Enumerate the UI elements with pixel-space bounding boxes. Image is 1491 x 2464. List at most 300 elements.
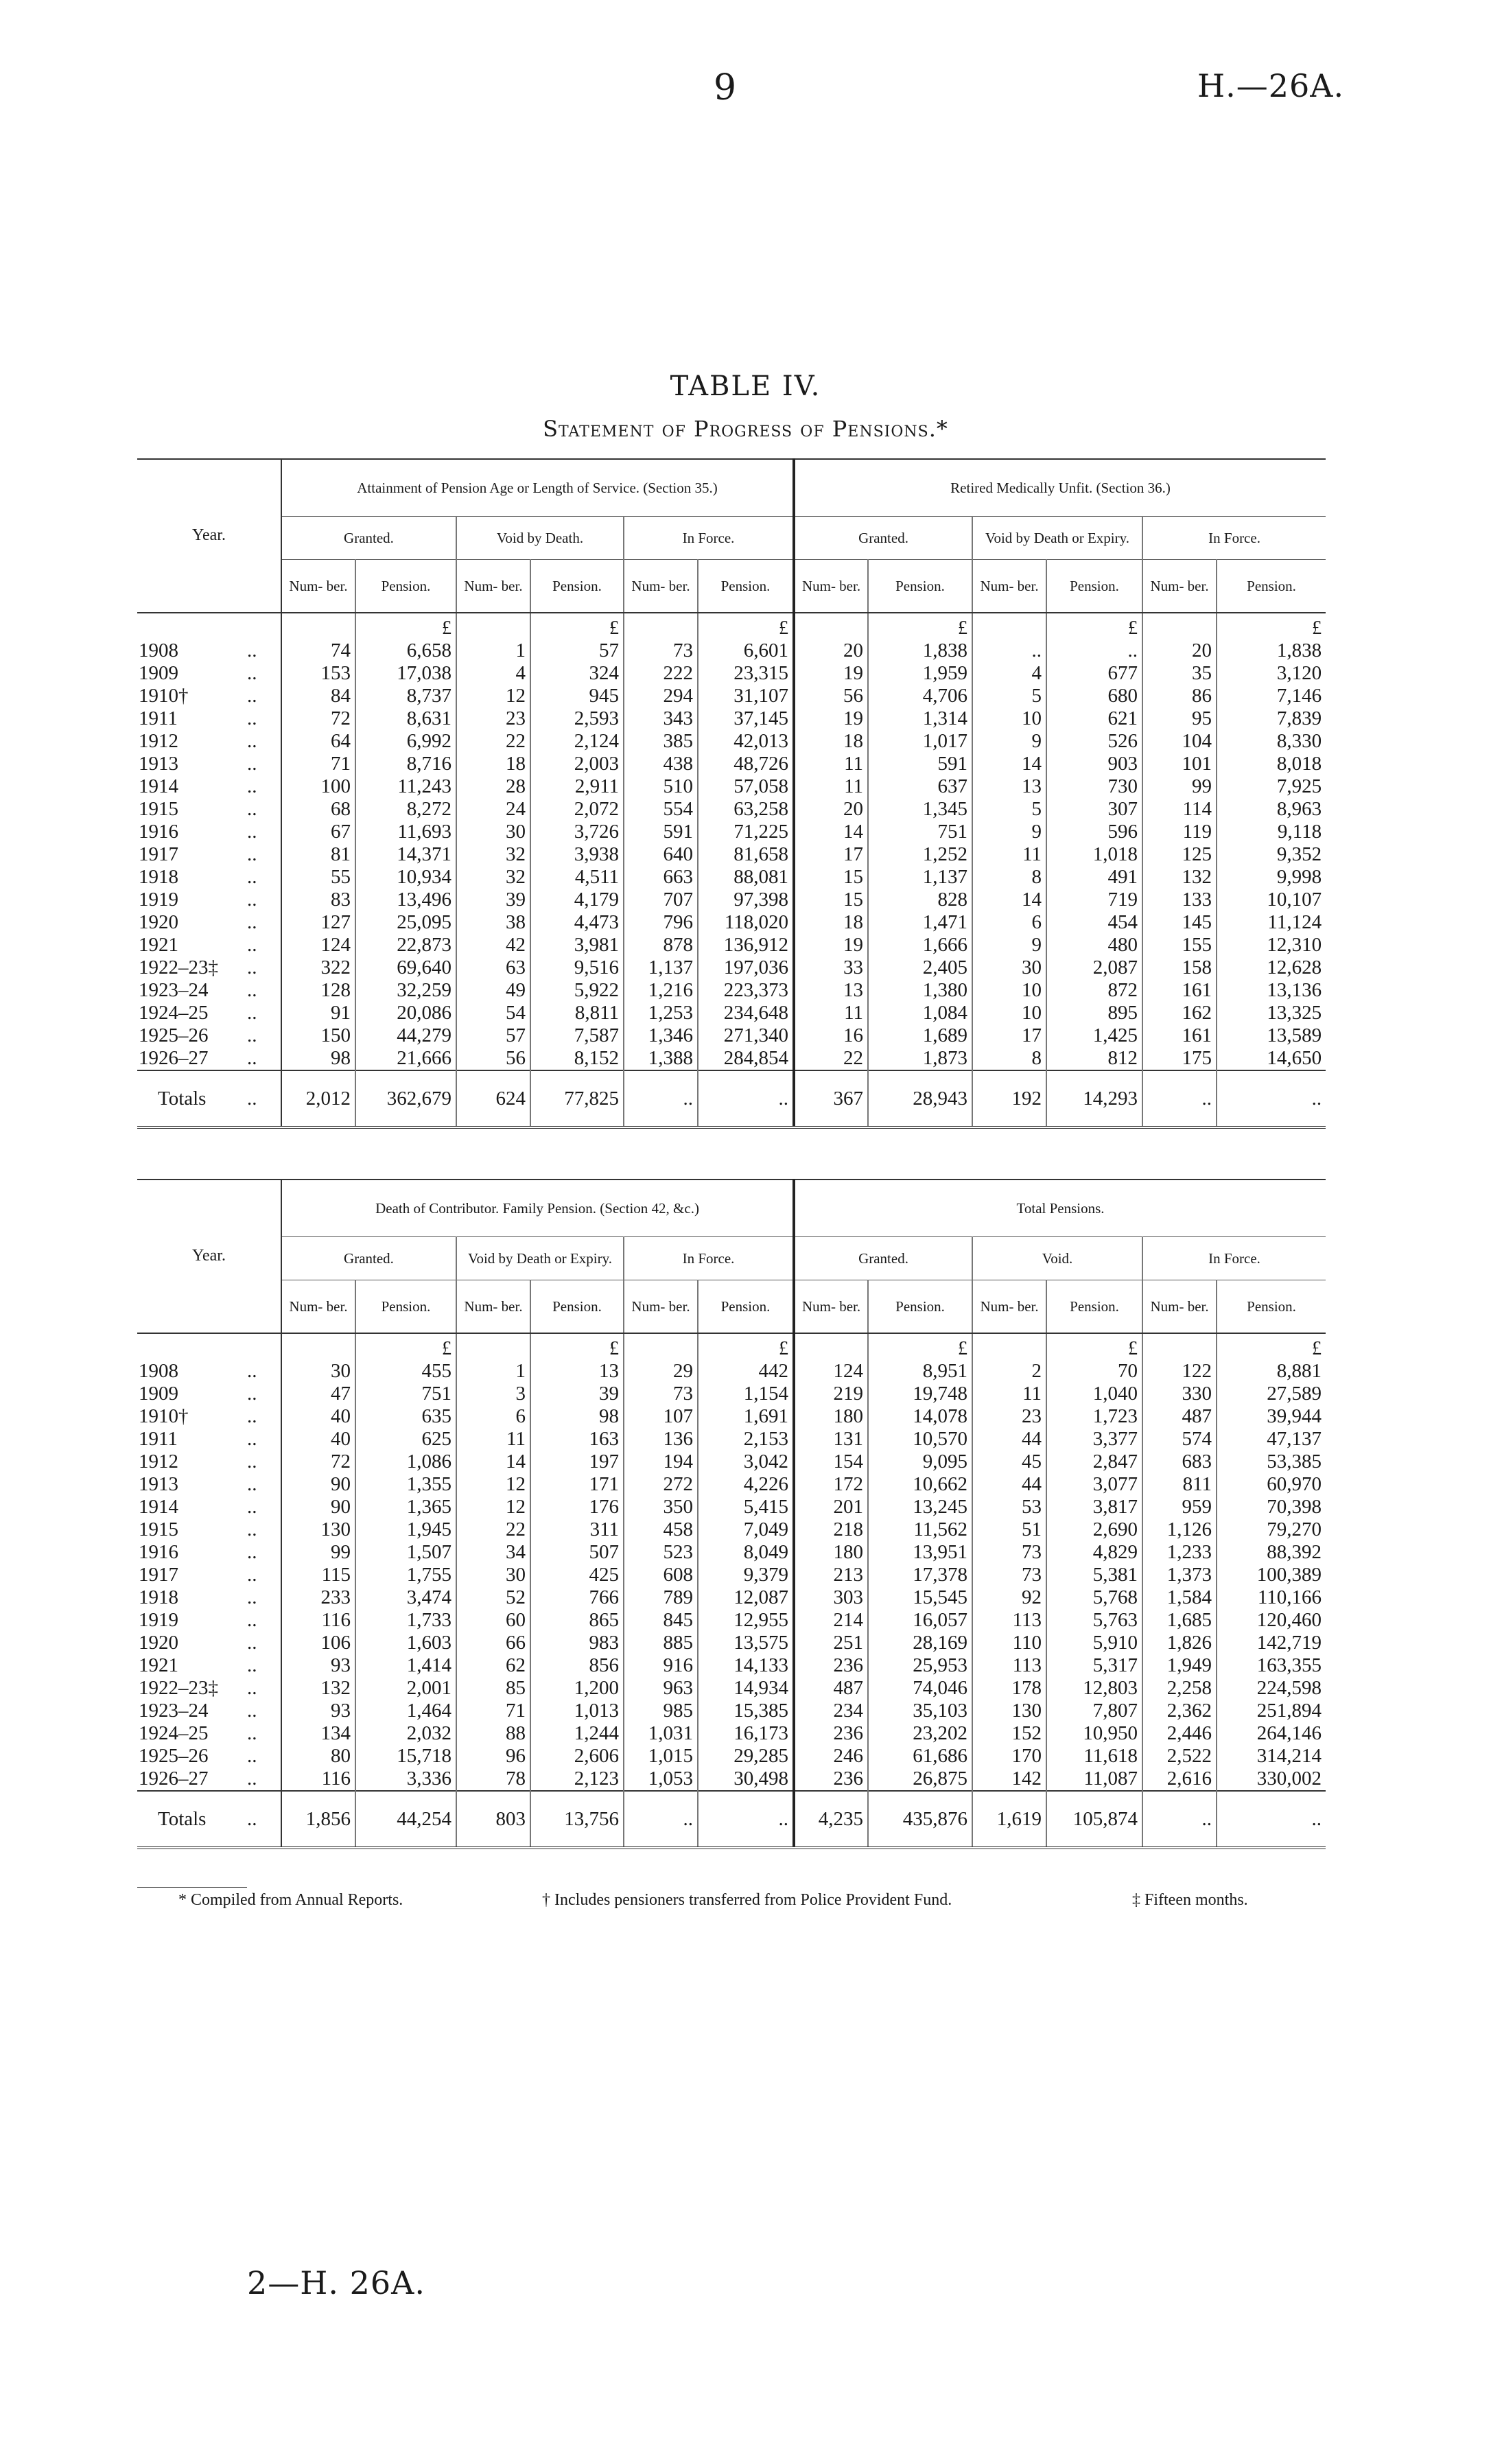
unit-cell bbox=[1142, 1333, 1217, 1360]
number-cell: 201 bbox=[794, 1496, 868, 1518]
number-cell: 20 bbox=[794, 640, 868, 662]
pension-cell: 26,875 bbox=[868, 1768, 972, 1791]
year-cell bbox=[137, 640, 281, 662]
number-cell: 1 bbox=[456, 1360, 530, 1383]
number-cell: 10 bbox=[972, 707, 1046, 730]
pension-cell: 3,120 bbox=[1217, 662, 1326, 685]
pension-header: Pension. bbox=[1046, 560, 1142, 613]
number-cell: 124 bbox=[281, 934, 355, 957]
number-header: Num- ber. bbox=[972, 560, 1046, 613]
pension-cell: 2,690 bbox=[1046, 1518, 1142, 1541]
number-cell: 11 bbox=[972, 843, 1046, 866]
pension-cell: 17,038 bbox=[355, 662, 456, 685]
pension-cell: 8,049 bbox=[698, 1541, 794, 1564]
pension-cell: 455 bbox=[355, 1360, 456, 1383]
year-cell bbox=[137, 1609, 281, 1632]
number-cell: 33 bbox=[794, 957, 868, 979]
pension-cell: 88,392 bbox=[1217, 1541, 1326, 1564]
leader-dots: .. bbox=[247, 1047, 257, 1069]
number-cell: 343 bbox=[624, 707, 698, 730]
year-cell bbox=[137, 1405, 281, 1428]
year-cell bbox=[137, 1632, 281, 1654]
table-row bbox=[137, 1654, 1326, 1677]
pension-cell: 526 bbox=[1046, 730, 1142, 753]
pension-cell: 70 bbox=[1046, 1360, 1142, 1383]
pension-cell: 1,464 bbox=[355, 1700, 456, 1722]
number-cell: 322 bbox=[281, 957, 355, 979]
table-row bbox=[137, 1609, 1326, 1632]
number-cell: 73 bbox=[624, 640, 698, 662]
table-row bbox=[137, 821, 1326, 843]
number-cell: 14 bbox=[794, 821, 868, 843]
pension-cell: 4,706 bbox=[868, 685, 972, 707]
pension-cell: 100,389 bbox=[1217, 1564, 1326, 1586]
number-cell: 6 bbox=[972, 911, 1046, 934]
pension-cell: 13,575 bbox=[698, 1632, 794, 1654]
year-label: 1909 bbox=[139, 662, 178, 684]
number-cell: 10 bbox=[972, 1002, 1046, 1024]
pension-cell: 1,380 bbox=[868, 979, 972, 1002]
number-cell: 683 bbox=[1142, 1451, 1217, 1473]
table-row bbox=[137, 1428, 1326, 1451]
pension-cell: 1,244 bbox=[530, 1722, 624, 1745]
pension-cell: 491 bbox=[1046, 866, 1142, 889]
pension-cell: 812 bbox=[1046, 1047, 1142, 1070]
year-label: 1910† bbox=[139, 685, 189, 707]
year-cell bbox=[137, 730, 281, 753]
number-cell: 663 bbox=[624, 866, 698, 889]
number-cell: 180 bbox=[794, 1541, 868, 1564]
number-cell: 72 bbox=[281, 707, 355, 730]
pension-cell: 9,516 bbox=[530, 957, 624, 979]
number-cell: 180 bbox=[794, 1405, 868, 1428]
pension-cell: 5,910 bbox=[1046, 1632, 1142, 1654]
pension-header: Pension. bbox=[1217, 560, 1326, 613]
number-cell: 15 bbox=[794, 889, 868, 911]
pension-cell: 8,951 bbox=[868, 1360, 972, 1383]
year-header: Year. bbox=[137, 459, 281, 613]
page-reference: H.—26A. bbox=[1197, 67, 1345, 104]
pension-cell: 307 bbox=[1046, 798, 1142, 821]
year-cell bbox=[137, 753, 281, 775]
number-cell: 640 bbox=[624, 843, 698, 866]
number-cell: 213 bbox=[794, 1564, 868, 1586]
totals-label: Totals bbox=[158, 1087, 207, 1110]
number-cell: 1,346 bbox=[624, 1024, 698, 1047]
year-cell bbox=[137, 1383, 281, 1405]
pension-cell: 2,911 bbox=[530, 775, 624, 798]
number-cell: 106 bbox=[281, 1632, 355, 1654]
pension-cell: 1,013 bbox=[530, 1700, 624, 1722]
granted-header: Granted. bbox=[794, 1237, 972, 1280]
page-number: 9 bbox=[714, 67, 737, 108]
number-cell: 86 bbox=[1142, 685, 1217, 707]
void-by-death-or-expiry-header: Void by Death or Expiry. bbox=[972, 517, 1142, 560]
number-cell: 1,216 bbox=[624, 979, 698, 1002]
year-cell bbox=[137, 775, 281, 798]
number-cell: 127 bbox=[281, 911, 355, 934]
pension-cell: 454 bbox=[1046, 911, 1142, 934]
pension-cell: 8,963 bbox=[1217, 798, 1326, 821]
pension-cell: 2,124 bbox=[530, 730, 624, 753]
number-cell: 294 bbox=[624, 685, 698, 707]
pension-cell: 1,691 bbox=[698, 1405, 794, 1428]
year-label: 1925–26 bbox=[139, 1024, 209, 1046]
pension-cell: 872 bbox=[1046, 979, 1142, 1002]
leader-dots: .. bbox=[247, 1768, 257, 1790]
number-cell: 6 bbox=[456, 1405, 530, 1428]
year-cell bbox=[137, 798, 281, 821]
pension-cell: 81,658 bbox=[698, 843, 794, 866]
pension-cell: 97,398 bbox=[698, 889, 794, 911]
pound-sign: £ bbox=[530, 1333, 624, 1360]
pension-cell: 442 bbox=[698, 1360, 794, 1383]
pension-cell: 621 bbox=[1046, 707, 1142, 730]
year-label: 1922–23‡ bbox=[139, 957, 218, 978]
footnote-police-fund: † Includes pensioners transferred from Police Provident Fund. bbox=[542, 1891, 952, 1909]
table-row bbox=[137, 753, 1326, 775]
number-header: Num- ber. bbox=[456, 560, 530, 613]
number-cell: 246 bbox=[794, 1745, 868, 1768]
number-cell: 104 bbox=[1142, 730, 1217, 753]
pension-cell: 12,628 bbox=[1217, 957, 1326, 979]
pension-cell: 13,496 bbox=[355, 889, 456, 911]
leader-dots: .. bbox=[247, 1383, 257, 1405]
pension-cell: 625 bbox=[355, 1428, 456, 1451]
total-cell: 362,679 bbox=[355, 1070, 456, 1127]
table-row bbox=[137, 1047, 1326, 1070]
pension-cell: 234,648 bbox=[698, 1002, 794, 1024]
totals-label: Totals bbox=[158, 1807, 207, 1830]
pension-cell: 48,726 bbox=[698, 753, 794, 775]
pension-cell: 197,036 bbox=[698, 957, 794, 979]
number-cell: 100 bbox=[281, 775, 355, 798]
pension-cell: 1,414 bbox=[355, 1654, 456, 1677]
pension-cell: 1,040 bbox=[1046, 1383, 1142, 1405]
year-label: 1921 bbox=[139, 1654, 178, 1676]
table-row bbox=[137, 1405, 1326, 1428]
table-row bbox=[137, 1002, 1326, 1024]
year-label: 1914 bbox=[139, 1496, 178, 1518]
pension-cell: 22,873 bbox=[355, 934, 456, 957]
number-cell: 350 bbox=[624, 1496, 698, 1518]
unit-cell bbox=[794, 1333, 868, 1360]
in-force-header: In Force. bbox=[1142, 1237, 1326, 1280]
number-cell: 155 bbox=[1142, 934, 1217, 957]
table-row bbox=[137, 662, 1326, 685]
pension-cell: 4,829 bbox=[1046, 1541, 1142, 1564]
pensions-table-bottom bbox=[137, 1179, 1326, 1849]
pension-header: Pension. bbox=[868, 1280, 972, 1334]
pension-cell: 2,001 bbox=[355, 1677, 456, 1700]
number-cell: 83 bbox=[281, 889, 355, 911]
leader-dots: .. bbox=[247, 1518, 257, 1540]
number-cell: 52 bbox=[456, 1586, 530, 1609]
number-cell: 128 bbox=[281, 979, 355, 1002]
pension-cell: 8,272 bbox=[355, 798, 456, 821]
number-cell: 122 bbox=[1142, 1360, 1217, 1383]
void-by-death-or-expiry-header: Void by Death or Expiry. bbox=[456, 1237, 624, 1280]
total-cell: .. bbox=[624, 1791, 698, 1848]
number-cell: 214 bbox=[794, 1609, 868, 1632]
pound-sign: £ bbox=[868, 613, 972, 640]
pension-cell: 11,124 bbox=[1217, 911, 1326, 934]
number-cell: 56 bbox=[456, 1047, 530, 1070]
number-cell: 4 bbox=[972, 662, 1046, 685]
number-cell: 130 bbox=[281, 1518, 355, 1541]
pension-cell: 1,838 bbox=[868, 640, 972, 662]
number-header: Num- ber. bbox=[281, 560, 355, 613]
leader-dots: .. bbox=[247, 1496, 257, 1518]
year-label: 1923–24 bbox=[139, 1700, 209, 1722]
year-cell bbox=[137, 1002, 281, 1024]
number-cell: 114 bbox=[1142, 798, 1217, 821]
pension-cell: 1,137 bbox=[868, 866, 972, 889]
number-cell: 194 bbox=[624, 1451, 698, 1473]
pension-cell: 13 bbox=[530, 1360, 624, 1383]
number-header: Num- ber. bbox=[624, 1280, 698, 1334]
number-header: Num- ber. bbox=[972, 1280, 1046, 1334]
pension-cell: 3,981 bbox=[530, 934, 624, 957]
total-cell: .. bbox=[1217, 1791, 1326, 1848]
table-row bbox=[137, 866, 1326, 889]
pension-cell: 21,666 bbox=[355, 1047, 456, 1070]
number-cell: 175 bbox=[1142, 1047, 1217, 1070]
year-label: 1916 bbox=[139, 1541, 178, 1563]
number-cell: 608 bbox=[624, 1564, 698, 1586]
number-cell: 95 bbox=[1142, 707, 1217, 730]
year-cell bbox=[137, 889, 281, 911]
number-cell: 56 bbox=[794, 685, 868, 707]
pension-cell: 5,763 bbox=[1046, 1609, 1142, 1632]
table-row bbox=[137, 1518, 1326, 1541]
pension-cell: 2,606 bbox=[530, 1745, 624, 1768]
pension-cell: 1,723 bbox=[1046, 1405, 1142, 1428]
leader-dots: .. bbox=[247, 1564, 257, 1586]
leader-dots: .. bbox=[247, 1677, 257, 1699]
number-cell: 789 bbox=[624, 1586, 698, 1609]
unit-cell bbox=[456, 1333, 530, 1360]
number-cell: 90 bbox=[281, 1473, 355, 1496]
table-row bbox=[137, 1451, 1326, 1473]
number-cell: 40 bbox=[281, 1405, 355, 1428]
year-label: 1918 bbox=[139, 1586, 178, 1608]
unit-row bbox=[137, 613, 1326, 640]
pension-cell: 171 bbox=[530, 1473, 624, 1496]
table-row bbox=[137, 1586, 1326, 1609]
pension-cell: 2,847 bbox=[1046, 1451, 1142, 1473]
year-cell bbox=[137, 934, 281, 957]
number-cell: 385 bbox=[624, 730, 698, 753]
pension-cell: 314,214 bbox=[1217, 1745, 1326, 1768]
number-cell: 1,126 bbox=[1142, 1518, 1217, 1541]
table-row bbox=[137, 1700, 1326, 1722]
number-cell: 303 bbox=[794, 1586, 868, 1609]
year-cell bbox=[137, 1768, 281, 1791]
pension-cell: 35,103 bbox=[868, 1700, 972, 1722]
pension-cell: 3,938 bbox=[530, 843, 624, 866]
totals-label-cell bbox=[137, 1791, 281, 1848]
number-cell: 44 bbox=[972, 1473, 1046, 1496]
year-label: 1908 bbox=[139, 1360, 178, 1382]
number-cell: 130 bbox=[972, 1700, 1046, 1722]
pension-header: Pension. bbox=[698, 1280, 794, 1334]
number-cell: 30 bbox=[972, 957, 1046, 979]
pension-cell: 14,133 bbox=[698, 1654, 794, 1677]
number-cell: 554 bbox=[624, 798, 698, 821]
leader-dots: .. bbox=[247, 685, 257, 707]
unit-row bbox=[137, 1333, 1326, 1360]
pension-cell: 856 bbox=[530, 1654, 624, 1677]
pension-cell: 60,970 bbox=[1217, 1473, 1326, 1496]
number-cell: 458 bbox=[624, 1518, 698, 1541]
pension-cell: 1,959 bbox=[868, 662, 972, 685]
total-cell: .. bbox=[1142, 1791, 1217, 1848]
pension-cell: 1,200 bbox=[530, 1677, 624, 1700]
leader-dots: .. bbox=[247, 662, 257, 684]
number-cell: 845 bbox=[624, 1609, 698, 1632]
pension-cell: 1,084 bbox=[868, 1002, 972, 1024]
pound-sign: £ bbox=[698, 1333, 794, 1360]
table-row bbox=[137, 640, 1326, 662]
pension-cell: 637 bbox=[868, 775, 972, 798]
pension-cell: 2,032 bbox=[355, 1722, 456, 1745]
number-cell: 14 bbox=[456, 1451, 530, 1473]
pension-cell: 945 bbox=[530, 685, 624, 707]
pension-cell: 9,095 bbox=[868, 1451, 972, 1473]
number-cell: 161 bbox=[1142, 1024, 1217, 1047]
leader-dots: .. bbox=[247, 707, 257, 729]
year-cell bbox=[137, 662, 281, 685]
year-label: 1913 bbox=[139, 753, 178, 775]
pension-cell: 88,081 bbox=[698, 866, 794, 889]
year-label: 1920 bbox=[139, 911, 178, 933]
pension-cell: 15,545 bbox=[868, 1586, 972, 1609]
pension-cell: 10,934 bbox=[355, 866, 456, 889]
number-cell: 487 bbox=[794, 1677, 868, 1700]
pension-cell: 284,854 bbox=[698, 1047, 794, 1070]
number-cell: 487 bbox=[1142, 1405, 1217, 1428]
number-cell: .. bbox=[972, 640, 1046, 662]
total-cell: .. bbox=[698, 1070, 794, 1127]
number-cell: 145 bbox=[1142, 911, 1217, 934]
leader-dots: .. bbox=[247, 1722, 257, 1744]
year-cell bbox=[137, 1518, 281, 1541]
pension-cell: 14,078 bbox=[868, 1405, 972, 1428]
pension-cell: 11,618 bbox=[1046, 1745, 1142, 1768]
pension-cell: 11,243 bbox=[355, 775, 456, 798]
pension-cell: 63,258 bbox=[698, 798, 794, 821]
pension-cell: 3,042 bbox=[698, 1451, 794, 1473]
pension-cell: 120,460 bbox=[1217, 1609, 1326, 1632]
pension-cell: 197 bbox=[530, 1451, 624, 1473]
pension-cell: 8,737 bbox=[355, 685, 456, 707]
pension-cell: 751 bbox=[355, 1383, 456, 1405]
footnote-rule bbox=[137, 1887, 247, 1888]
number-cell: 53 bbox=[972, 1496, 1046, 1518]
pension-cell: 27,589 bbox=[1217, 1383, 1326, 1405]
pension-header: Pension. bbox=[1046, 1280, 1142, 1334]
number-cell: 16 bbox=[794, 1024, 868, 1047]
leader-dots: .. bbox=[247, 843, 257, 865]
number-cell: 170 bbox=[972, 1745, 1046, 1768]
pension-cell: 1,755 bbox=[355, 1564, 456, 1586]
pension-cell: 730 bbox=[1046, 775, 1142, 798]
number-cell: 17 bbox=[794, 843, 868, 866]
year-cell bbox=[137, 685, 281, 707]
number-cell: 136 bbox=[624, 1428, 698, 1451]
number-cell: 2,362 bbox=[1142, 1700, 1217, 1722]
leader-dots: .. bbox=[247, 1632, 257, 1654]
year-label: 1922–23‡ bbox=[139, 1677, 218, 1699]
pension-cell: 28,169 bbox=[868, 1632, 972, 1654]
number-cell: 1,015 bbox=[624, 1745, 698, 1768]
pension-cell: 47,137 bbox=[1217, 1428, 1326, 1451]
unit-cell bbox=[137, 1333, 281, 1360]
year-label: 1914 bbox=[139, 775, 178, 797]
number-cell: 150 bbox=[281, 1024, 355, 1047]
signature-mark: 2—H. 26A. bbox=[247, 2264, 426, 2301]
year-label: 1913 bbox=[139, 1473, 178, 1495]
year-cell bbox=[137, 1496, 281, 1518]
totals-label-cell bbox=[137, 1070, 281, 1127]
unit-cell bbox=[624, 1333, 698, 1360]
number-cell: 18 bbox=[794, 911, 868, 934]
pension-header: Pension. bbox=[698, 560, 794, 613]
number-cell: 523 bbox=[624, 1541, 698, 1564]
leader-dots: .. bbox=[247, 1360, 257, 1382]
number-cell: 9 bbox=[972, 730, 1046, 753]
pension-cell: 7,839 bbox=[1217, 707, 1326, 730]
pension-cell: 37,145 bbox=[698, 707, 794, 730]
table-subtitle: Statement of Progress of Pensions.* bbox=[543, 416, 948, 442]
pension-cell: 1,086 bbox=[355, 1451, 456, 1473]
pension-cell: 6,992 bbox=[355, 730, 456, 753]
pension-cell: 7,146 bbox=[1217, 685, 1326, 707]
pension-cell: 13,136 bbox=[1217, 979, 1326, 1002]
number-cell: 18 bbox=[794, 730, 868, 753]
pension-cell: 1,945 bbox=[355, 1518, 456, 1541]
table-row bbox=[137, 730, 1326, 753]
pension-cell: 330,002 bbox=[1217, 1768, 1326, 1791]
pension-cell: 865 bbox=[530, 1609, 624, 1632]
pension-cell: 1,017 bbox=[868, 730, 972, 753]
total-cell: 4,235 bbox=[794, 1791, 868, 1848]
number-cell: 15 bbox=[794, 866, 868, 889]
unit-cell bbox=[456, 613, 530, 640]
number-cell: 152 bbox=[972, 1722, 1046, 1745]
pension-cell: 13,325 bbox=[1217, 1002, 1326, 1024]
number-header: Num- ber. bbox=[1142, 1280, 1217, 1334]
number-cell: 1,137 bbox=[624, 957, 698, 979]
pension-cell: 1,252 bbox=[868, 843, 972, 866]
table-row bbox=[137, 1722, 1326, 1745]
pension-cell: 53,385 bbox=[1217, 1451, 1326, 1473]
year-label: 1912 bbox=[139, 1451, 178, 1472]
pension-cell: 12,087 bbox=[698, 1586, 794, 1609]
leader-dots: .. bbox=[247, 1451, 257, 1472]
total-cell: 1,619 bbox=[972, 1791, 1046, 1848]
number-cell: 47 bbox=[281, 1383, 355, 1405]
pension-cell: 5,922 bbox=[530, 979, 624, 1002]
number-cell: 54 bbox=[456, 1002, 530, 1024]
pension-cell: 828 bbox=[868, 889, 972, 911]
table-row bbox=[137, 798, 1326, 821]
number-cell: 113 bbox=[972, 1654, 1046, 1677]
pension-cell: 61,686 bbox=[868, 1745, 972, 1768]
number-cell: 101 bbox=[1142, 753, 1217, 775]
pension-cell: 596 bbox=[1046, 821, 1142, 843]
